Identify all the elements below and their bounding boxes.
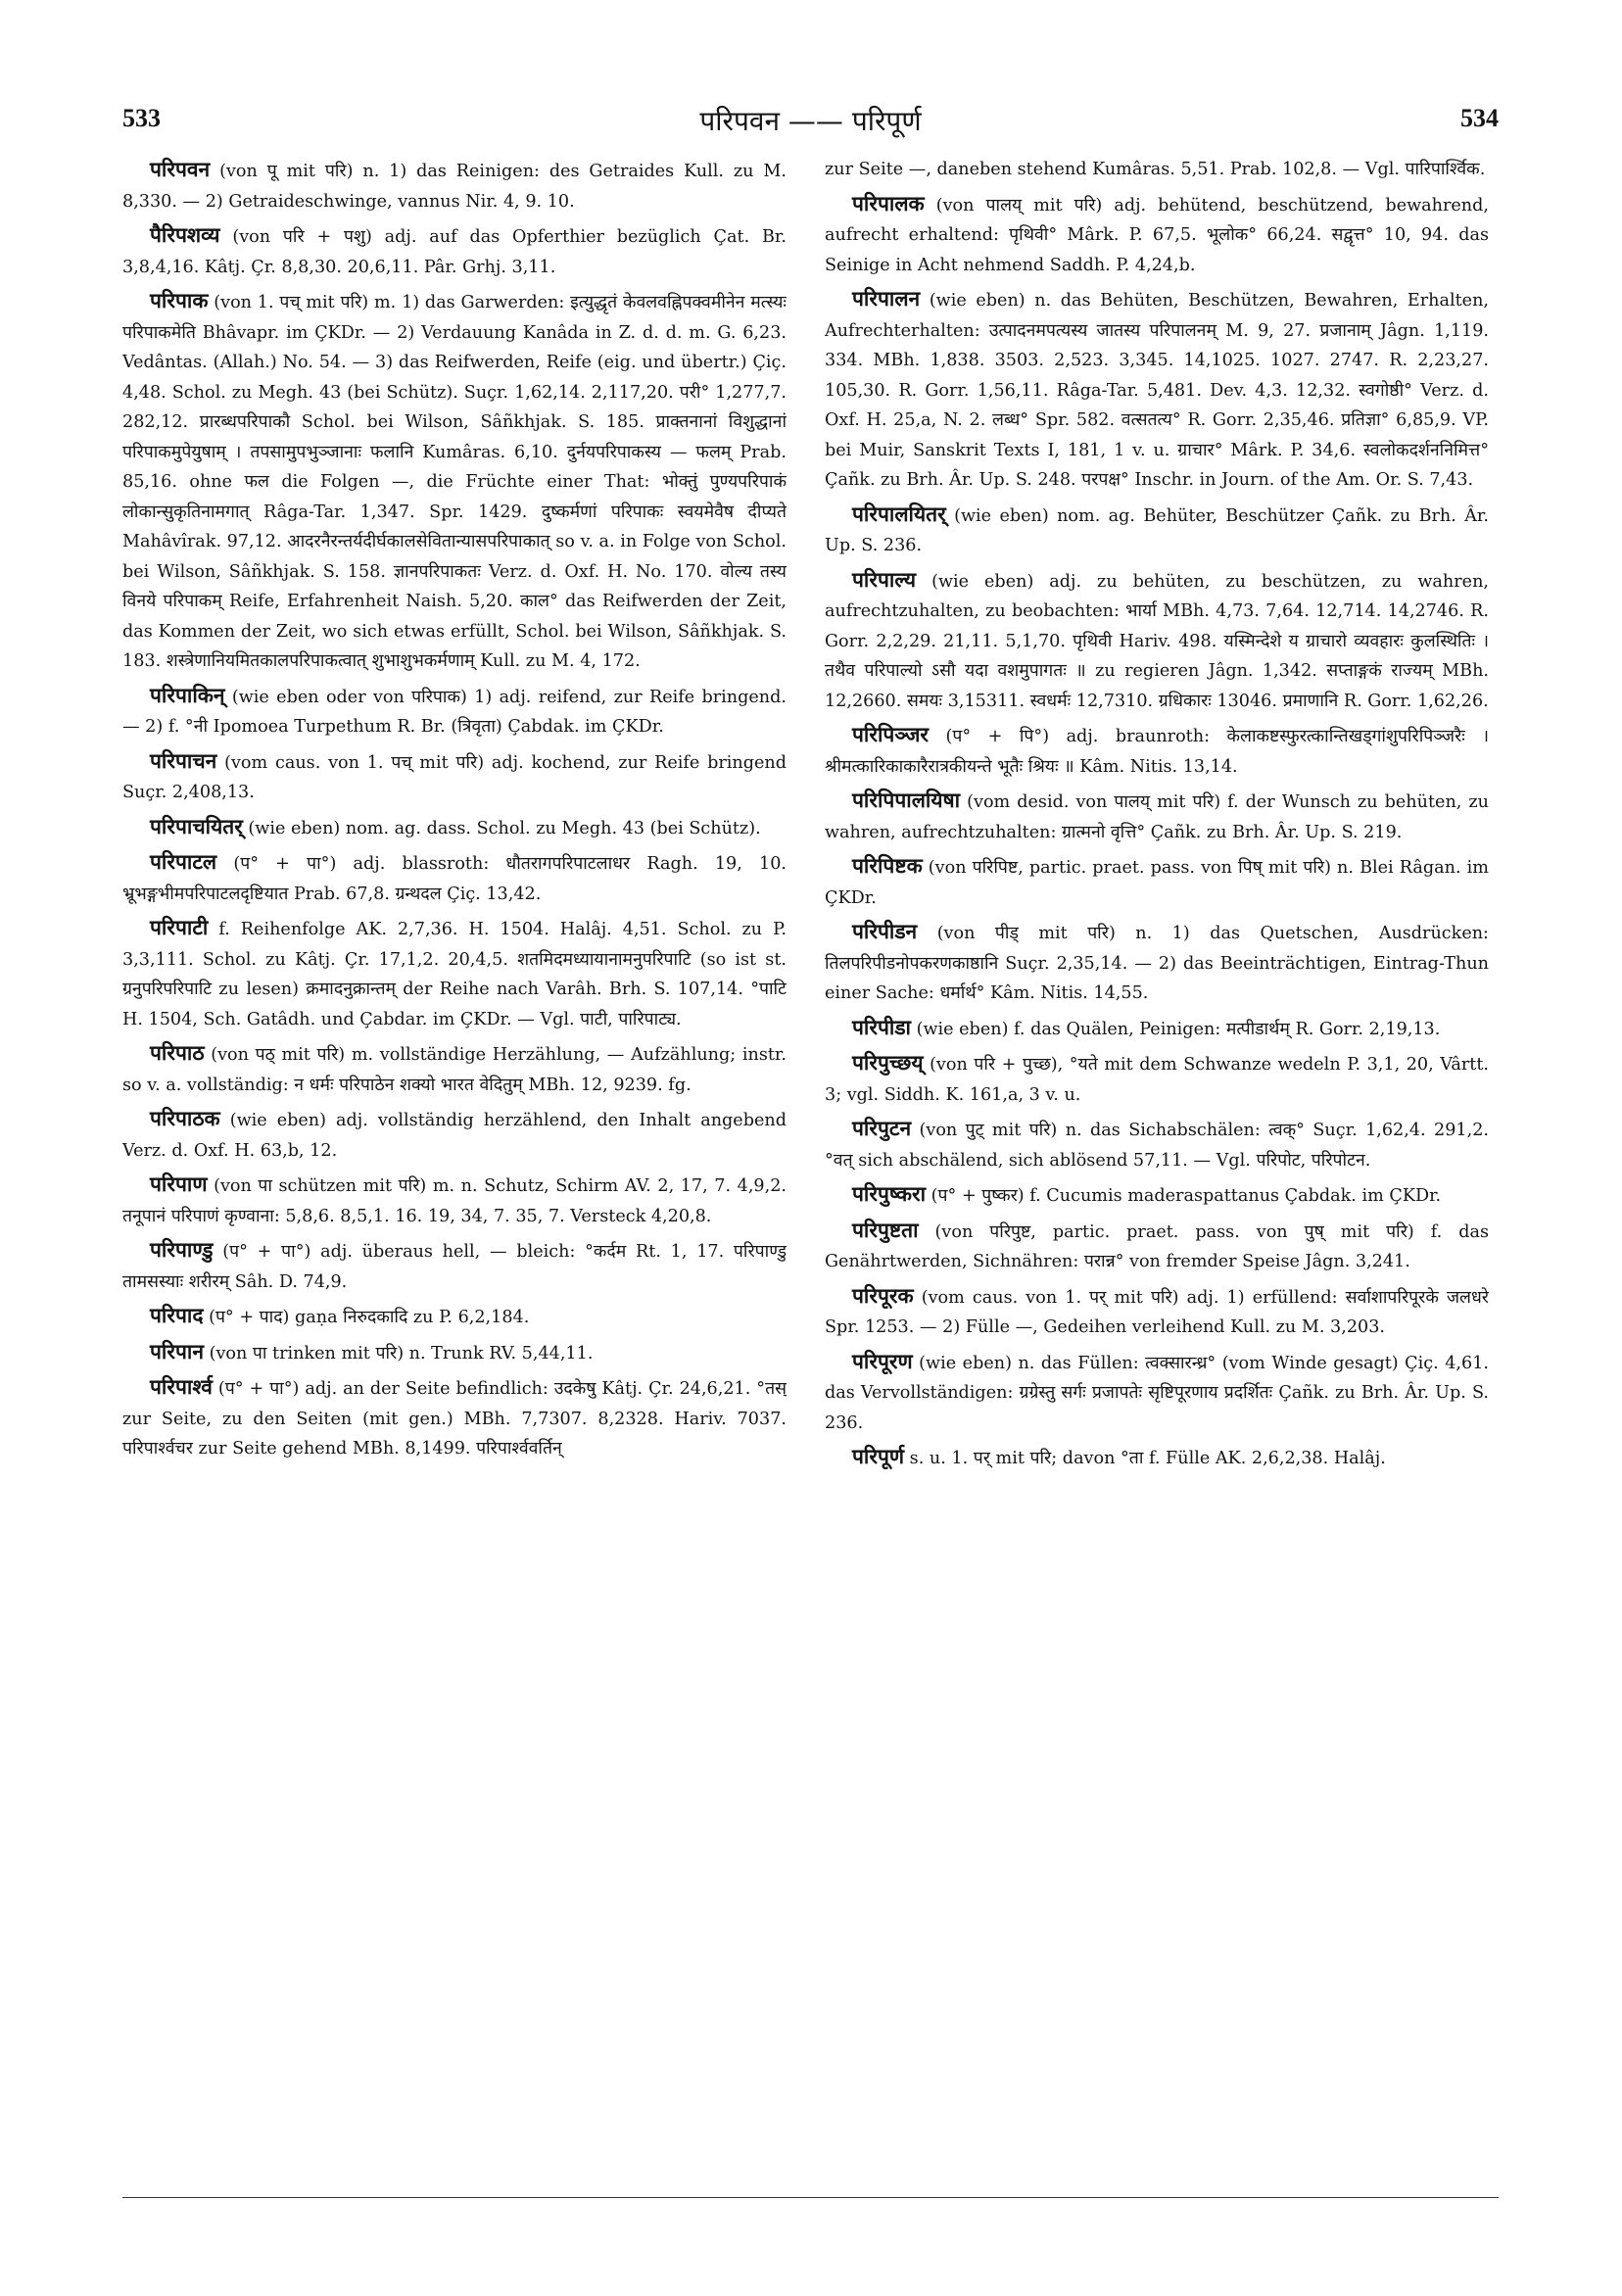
entry-body: (von परिपिष्ट, partic. praet. pass. von पिष् mit परि) n. Blei Râgan. im ÇKDr.	[825, 858, 1489, 908]
page-header	[122, 102, 1499, 141]
entry-headword: परिपाठक	[150, 1107, 220, 1130]
dictionary-entry	[122, 1235, 787, 1297]
entry-body: (von पा schützen mit परि) m. n. Schutz, Schirm AV. 2, 17, 7. 4,9,2. तनूपानं परिपाणं कृण्वाना: 5,8,6. 8,5,1. 16. 19, 34, 7. 35, 7. Versteck 4,20,8.	[122, 1176, 787, 1226]
dictionary-entry	[122, 1170, 787, 1231]
entry-headword: परिपाण	[150, 1172, 208, 1196]
dictionary-entry	[825, 1179, 1489, 1212]
entry-body: f. Reihenfolge AK. 2,7,36. H. 1504. Halâj. 4,51. Schol. zu P. 3,3,111. Schol. zu Kâtj. Çr. 17,1,2. 20,4,5. शतमिदमध्यायानामनुपरिपाटि (so ist st. ग्रनुपरिपरिपाटि zu lesen) क्रमादनुक्रान्तम् der Reihe nach Varâh. Brh. S. 107,14. °पाटि H. 1504, Sch. Gatâdh. und Çabdar. im ÇKDr. — Vgl. पाटी, पारिपाट्य.	[122, 920, 787, 1029]
entry-headword: परिपाटल	[150, 850, 217, 874]
dictionary-entry	[825, 786, 1489, 847]
entry-body: (प° + पाद) gaṇa निरुदकादि zu P. 6,2,184.	[203, 1308, 530, 1327]
dictionary-entry	[825, 1013, 1489, 1045]
entry-headword: परिपिञ्जर	[852, 723, 929, 746]
dictionary-entry	[122, 1337, 787, 1369]
entry-body: (प° + पा°) adj. an der Seite befindlich: उदकेषु Kâtj. Çr. 24,6,21. °तस् zur Seite, zu den Seiten (mit gen.) MBh. 7,7307. 8,2328. Hariv. 7037. परिपार्श्वचर zur Seite gehend MBh. 8,1499. परिपार्श्ववर्तिन्	[122, 1379, 787, 1459]
entry-headword: परिपाठ	[150, 1041, 205, 1065]
entry-body: (wie eben) adj. zu behüten, zu beschützen, zu wahren, aufrechtzuhalten, zu beobachten: भार्या MBh. 4,73. 7,64. 12,714. 14,2746. R. Gorr. 2,2,29. 21,11. 5,1,70. पृथिवी Hariv. 498. यस्मिन्देशे य ग्राचारो व्यवहारः कुलस्थितिः । तथैव परिपाल्यो ऽसौ यदा वशमुपागतः ॥ zu regieren Jâgn. 1,342. सप्ताङ्गकं राज्यम् MBh. 12,2660. समयः 3,15311. स्वधर्मः 12,7310. ग्रधिकारः 13046. प्रमाणानि R. Gorr. 1,62,26.	[825, 571, 1489, 711]
entry-headword: परिपाकिन्	[150, 683, 225, 707]
left-column	[122, 155, 787, 2133]
entry-body: (wie eben) adj. vollständig herzählend, den Inhalt angebend Verz. d. Oxf. H. 63,b, 12.	[122, 1111, 787, 1161]
entry-headword: परिपुष्करा	[852, 1182, 927, 1206]
page-number-right: 534	[1460, 104, 1499, 132]
entry-body: (wie eben) n. das Füllen: त्वक्सारन्ध्र° (vom Winde gesagt) Çiç. 4,61. das Vervollständigen: ग्रग्रेस्तु सर्गः प्रजापतेः सृष्टिपूरणाय प्रदर्शितः Çañk. zu Brh. Âr. Up. S. 236.	[825, 1353, 1489, 1433]
dictionary-entry	[825, 720, 1489, 782]
entry-headword: परिपाक	[150, 289, 209, 312]
entry-headword: परिपूरक	[852, 1283, 914, 1308]
entry-headword: परिपाचयितर्	[150, 814, 243, 838]
entry-body: (vom caus. von 1. पच् mit परि) adj. kochend, zur Reife bringend Suçr. 2,408,13.	[122, 752, 787, 802]
dictionary-entry	[825, 851, 1489, 913]
entry-body: (von परिपुष्ट, partic. praet. pass. von पुष् mit परि) f. das Genährtwerden, Sichnähren: परान्न° von fremder Speise Jâgn. 3,241.	[825, 1221, 1489, 1271]
entry-body: (von 1. पच् mit परि) m. 1) das Garwerden: इत्युद्धृतं केवलवह्निपक्वमीनेन मत्स्यः परिपाकमेति Bhâvapr. im ÇKDr. — 2) Verdauung Kanâda in Z. d. d. m. G. 6,23. Vedântas. (Allah.) No. 54. — 3) das Reifwerden, Reife (eig. und übertr.) Çiç. 4,48. Schol. zu Megh. 43 (bei Schütz). Suçr. 1,62,14. 2,117,20. परी° 1,277,7. 282,12. प्रारब्धपरिपाकौ Schol. bei Wilson, Sâñkhjak. S. 185. प्राक्तनानां विशुद्धानां परिपाकमुपेयुषाम् । तपसामुपभुञ्जानाः फलानि Kumâras. 6,10. दुर्नयपरिपाकस्य — फलम् Prab. 85,16. ohne फल die Folgen —, die Früchte einer That: भोक्तुं पुण्यपरिपाकं लोकान्सुकृतिनामगात् Râga-Tar. 1,347. Spr. 1429. दुष्कर्मणां परिपाकः स्वयमेवैष दीप्यते Mahâvîrak. 97,12. आदरनैरन्तर्यदीर्घकालसेवितान्यासपरिपाकात् so v. a. in Folge von Schol. bei Wilson, Sâñkhjak. S. 158. ज्ञानपरिपाकतः Verz. d. Oxf. H. No. 170. वोल्य तस्य विनये परिपाकम् Reife, Erfahrenheit Naish. 5,20. काल° das Reifwerden der Zeit, das Kommen der Zeit, wo sich etwas erfüllt, Schol. bei Wilson, Sâñkhjak. S. 183. शस्त्रेणानियमितकालपरिपाकत्वात् शुभाशुभकर्मणाम् Kull. zu M. 4, 172.	[122, 293, 787, 671]
dictionary-entry	[122, 1038, 787, 1100]
dictionary-entry	[825, 1347, 1489, 1439]
entry-headword: परिपवन	[150, 158, 211, 181]
entry-headword: परिपाटी	[150, 916, 209, 939]
entry-headword: परिपान	[150, 1339, 204, 1363]
dictionary-entry	[122, 155, 787, 216]
dictionary-entry	[825, 500, 1489, 561]
dictionary-entry	[122, 681, 787, 742]
dictionary-entry	[825, 1048, 1489, 1110]
dictionary-entry	[122, 847, 787, 909]
running-head: परिपवन —— परिपूर्ण	[699, 105, 922, 137]
dictionary-entry	[122, 286, 787, 677]
entry-headword: परिपाल्य	[852, 567, 917, 592]
entry-headword: परिपाण्डु	[150, 1238, 214, 1262]
entry-body: (von पालय् mit परि) adj. behütend, beschützend, bewahrend, aufrecht erhaltend: पृथिवी° Mârk. P. 67,5. भूलोक° 66,24. सद्वृत्त° 10, 94. das Seinige in Acht nehmend Saddh. P. 4,24,b.	[825, 195, 1489, 275]
dictionary-entry	[825, 1114, 1489, 1175]
entry-body: s. u. 1. पर् mit परि; davon °ता f. Fülle AK. 2,6,2,38. Halâj.	[904, 1449, 1386, 1468]
entry-body: (von परि + पशु) adj. auf das Opferthier bezüglich Çat. Br. 3,8,4,16. Kâtj. Çr. 8,8,30. 20,6,11. Pâr. Grhj. 3,11.	[122, 227, 787, 277]
entry-headword: परिपूरण	[852, 1349, 913, 1373]
dictionary-entry	[122, 1104, 787, 1166]
entry-body: (vom caus. von 1. पर् mit परि) adj. 1) erfüllend: सर्वाशापरिपूरके जलधरे Spr. 1253. — 2) Fülle —, Gedeihen verleihend Kull. zu M. 3,203.	[825, 1287, 1489, 1337]
dictionary-entry	[825, 189, 1489, 281]
entry-headword: परिपालन	[852, 287, 921, 311]
entry-headword: परिपिपालयिषा	[852, 789, 961, 812]
dictionary-entry	[122, 1301, 787, 1333]
entry-headword: परिपूर्ण	[852, 1445, 905, 1468]
entry-body: (wie eben oder von परिपाक) 1) adj. reifend, zur Reife bringend. — 2) f. °नी Ipomoea Turpethum R. Br. (त्रिवृता) Çabdak. im ÇKDr.	[122, 687, 787, 737]
dictionary-entry	[825, 155, 1489, 185]
dictionary-entry	[825, 917, 1489, 1009]
entry-body: (von पा trinken mit परि) n. Trunk RV. 5,44,11.	[203, 1343, 594, 1363]
dictionary-entry	[122, 1372, 787, 1464]
entry-body: (von पुट् mit परि) n. das Sichabschälen: त्वक्° Suçr. 1,62,4. 291,2. °वत् sich abschälend, sich ablösend 57,11. — Vgl. परिपोट, परिपोटन.	[825, 1121, 1489, 1171]
page-number-left: 533	[122, 104, 161, 132]
entry-body: (von पीड् mit परि) n. 1) das Quetschen, Ausdrücken: तिलपरिपीडनोपकरणकाष्ठानि Suçr. 2,35,14. — 2) das Beeinträchtigen, Eintrag-Thun einer Sache: धर्मार्थ° Kâm. Nitis. 14,55.	[825, 924, 1489, 1003]
entry-headword: परिपाचन	[150, 748, 217, 773]
right-column	[825, 155, 1489, 2133]
entry-body: (प° + पा°) adj. blassroth: धौतरागपरिपाटलाधर Ragh. 19, 10. भ्रूभङ्गभीमपरिपाटलदृष्टियात Prab. 67,8. ग्रन्थदल Çiç. 13,42.	[122, 854, 787, 904]
entry-body: (wie eben) nom. ag. Behüter, Beschützer Çañk. zu Brh. Âr. Up. S. 236.	[825, 505, 1489, 555]
entry-body: (प° + पा°) adj. überaus hell, — bleich: °कर्दम Rt. 1, 17. परिपाण्डु तामसस्याः शरीरम् Sâh. D. 74,9.	[122, 1242, 787, 1292]
entry-body: (von पठ् mit परि) m. vollständige Herzählung, — Aufzählung; instr. so v. a. vollständig: न धर्मः परिपाठेन शक्यो भारत वेदितुम् MBh. 12, 9239. fg.	[122, 1045, 787, 1095]
dictionary-entry	[122, 913, 787, 1034]
dictionary-entry	[825, 1281, 1489, 1343]
entry-body: (von पू mit परि) n. 1) das Reinigen: des Getraides Kull. zu M. 8,330. — 2) Getraideschwinge, vannus Nir. 4, 9. 10.	[122, 162, 787, 212]
entry-body: (wie eben) nom. ag. dass. Schol. zu Megh. 43 (bei Schütz).	[242, 818, 761, 838]
entry-headword: परिपालयितर्	[852, 502, 946, 526]
dictionary-entry	[825, 1442, 1489, 1474]
entry-body: (von परि + पुच्छ), °यते mit dem Schwanze wedeln P. 3,1, 20, Vârtt. 3; vgl. Siddh. K. 161,a, 3 v. u.	[825, 1055, 1489, 1105]
bottom-rule	[122, 2197, 1499, 2198]
dictionary-entry	[122, 812, 787, 844]
entry-headword: परिपुष्टता	[852, 1218, 919, 1242]
entry-body: zur Seite —, daneben stehend Kumâras. 5,51. Prab. 102,8. — Vgl. पारिपार्श्विक.	[825, 160, 1486, 179]
dictionary-entry	[122, 746, 787, 808]
dictionary-entry	[825, 284, 1489, 496]
dictionary-entry	[122, 220, 787, 282]
entry-headword: परिपिष्टक	[852, 854, 923, 878]
entry-headword: परिपालक	[852, 191, 925, 215]
entry-body: (wie eben) f. das Quälen, Peinigen: मत्पीडार्थम् R. Gorr. 2,19,13.	[911, 1019, 1441, 1039]
entry-body: (प° + पुष्कर) f. Cucumis maderaspattanus Çabdak. im ÇKDr.	[926, 1186, 1442, 1206]
dictionary-entry	[825, 565, 1489, 717]
dictionary-entry	[825, 1216, 1489, 1277]
entry-body: (प° + पि°) adj. braunroth: केलाकष्टस्फुरत्कान्तिखड्गांशुपरिपिञ्जरैः । श्रीमत्कारिकाकारैरात्रकीयन्ते भूतैः श्रियः ॥ Kâm. Nitis. 13,14.	[825, 727, 1489, 777]
entry-headword: परिपीडा	[852, 1015, 911, 1039]
entry-headword: परिपुटन	[852, 1117, 912, 1140]
entry-headword: पैरिपशव्य	[150, 223, 220, 247]
entry-headword: परिपीडन	[852, 920, 918, 943]
entry-headword: परिपार्श्व	[150, 1375, 213, 1399]
entry-body: (vom desid. von पालय् mit परि) f. der Wunsch zu behüten, zu wahren, aufrechtzuhalten: ग्रात्मनो वृत्ति° Çañk. zu Brh. Âr. Up. S. 219.	[825, 792, 1489, 842]
entry-headword: परिपाद	[150, 1304, 204, 1327]
entry-body: (wie eben) n. das Behüten, Beschützen, Bewahren, Erhalten, Aufrechterhalten: उत्पादनमपत्यस्य जातस्य परिपालनम् M. 9, 27. प्रजानाम् Jâgn. 1,119. 334. MBh. 1,838. 3503. 2,523. 3,345. 14,1025. 1027. 2747. R. 2,23,27. 105,30. R. Gorr. 1,56,11. Râga-Tar. 5,481. Dev. 4,3. 12,32. स्वगोष्ठी° Verz. d. Oxf. H. 25,a, N. 2. लब्ध° Spr. 582. वत्सतत्य° R. Gorr. 2,35,46. प्रतिज्ञा° 6,85,9. VP. bei Muir, Sanskrit Texts I, 181, 1 v. u. ग्राचार° Mârk. P. 34,6. स्वलोकदर्शननिमित्त° Çañk. zu Brh. Âr. Up. S. 248. परपक्ष° Inschr. in Journ. of the Am. Or. S. 7,43.	[825, 291, 1489, 490]
entry-headword: परिपुच्छय्	[852, 1051, 924, 1075]
